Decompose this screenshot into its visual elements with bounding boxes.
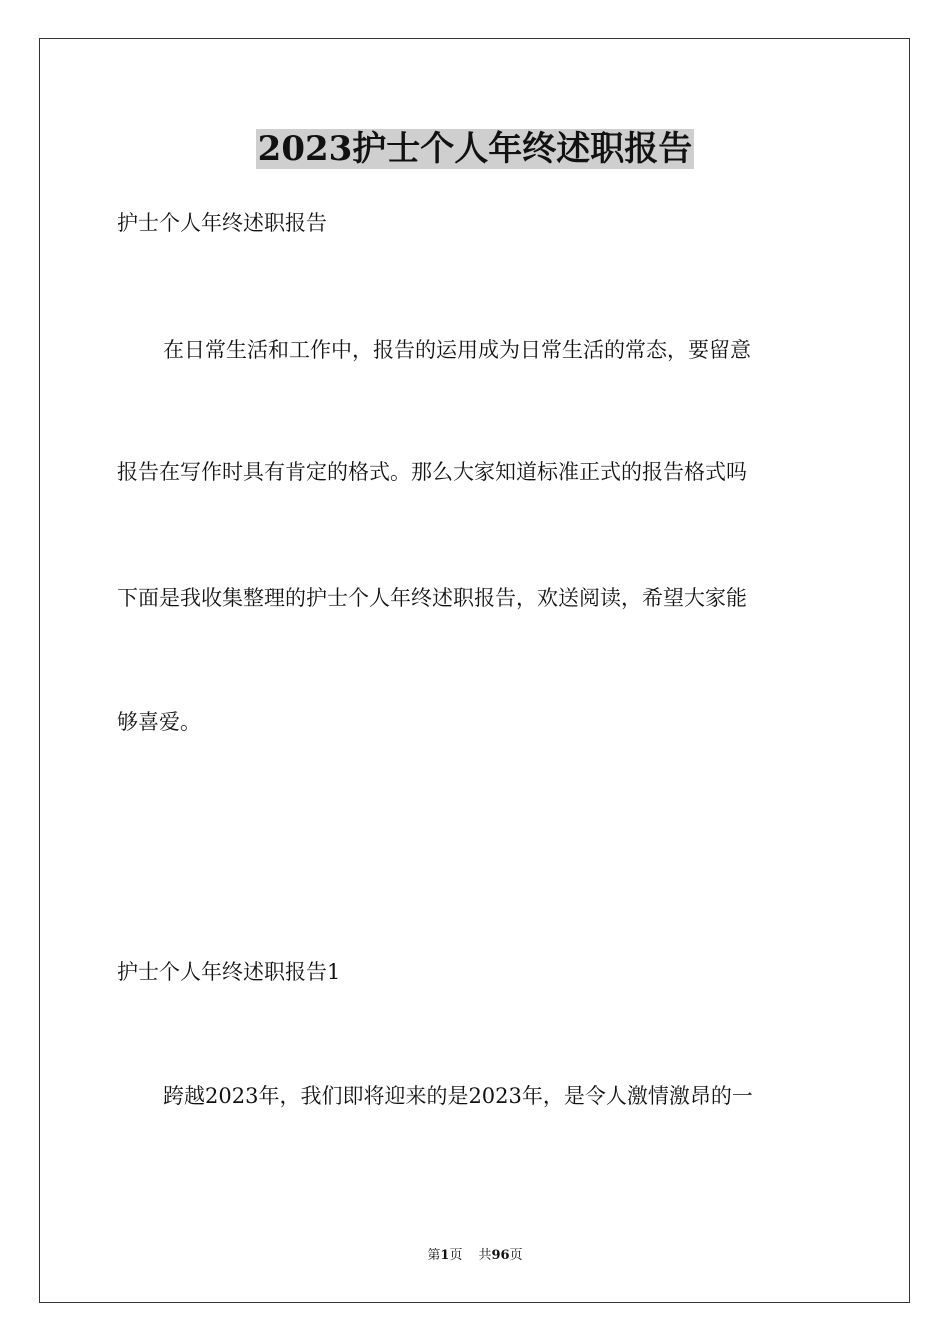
footer-current-page: 1 — [440, 1248, 450, 1263]
footer-prefix: 第 — [427, 1248, 441, 1263]
paragraph-line: 跨越2023年，我们即将迎来的是2023年，是令人激情激昂的一 — [163, 1084, 753, 1108]
paragraph-line: 报告在写作时具有肯定的格式。那么大家知道标准正式的报告格式吗 — [117, 460, 747, 484]
section-heading: 护士个人年终述职报告1 — [117, 960, 341, 984]
footer-total-prefix: 共 — [478, 1248, 492, 1263]
footer-page-unit: 页 — [449, 1248, 463, 1263]
document-title — [0, 128, 950, 170]
footer-total-pages: 96 — [491, 1248, 510, 1263]
paragraph-line: 在日常生活和工作中，报告的运用成为日常生活的常态，要留意 — [163, 338, 751, 362]
paragraph-line: 下面是我收集整理的护士个人年终述职报告，欢送阅读，希望大家能 — [117, 586, 747, 610]
document-title-text: 2023护士个人年终述职报告 — [257, 129, 693, 169]
paragraph-line: 够喜爱。 — [117, 710, 201, 734]
footer-total-unit: 页 — [509, 1248, 523, 1263]
page-number-footer — [0, 1247, 950, 1265]
section-heading: 护士个人年终述职报告 — [117, 211, 327, 235]
